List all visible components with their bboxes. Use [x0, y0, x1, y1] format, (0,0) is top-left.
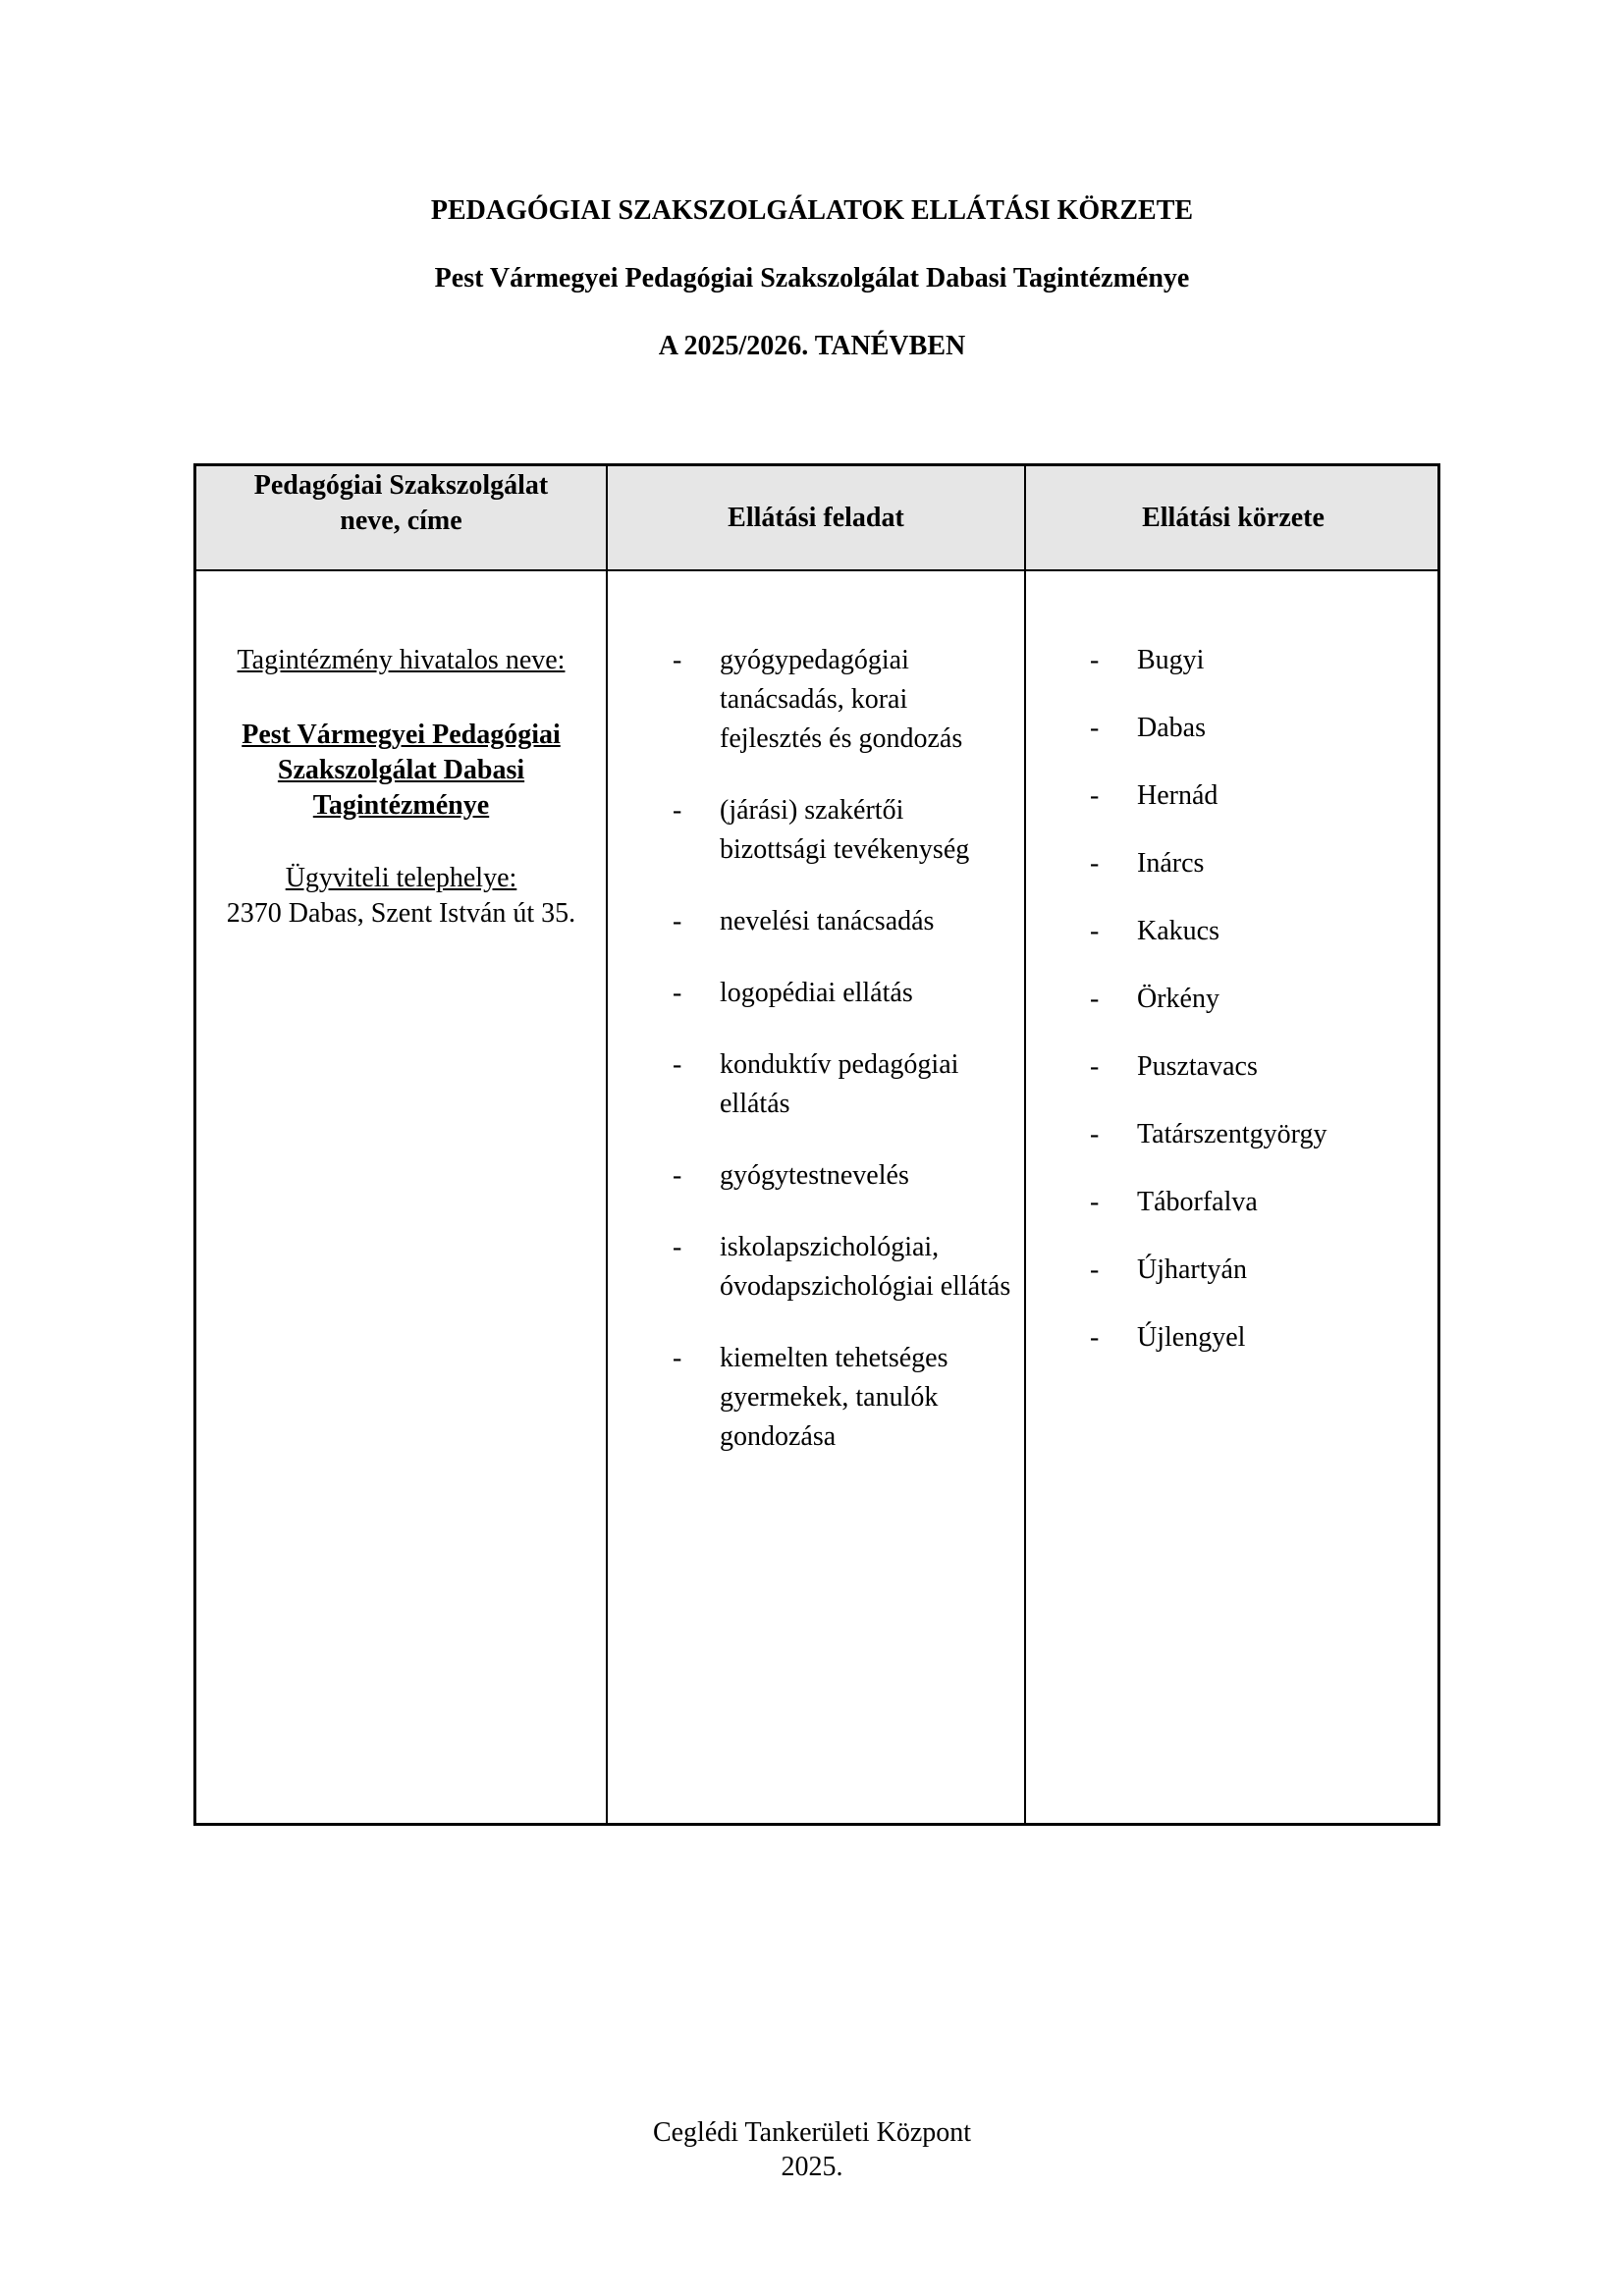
area-item-text: Tatárszentgyörgy: [1137, 1119, 1327, 1149]
task-item: [673, 902, 1014, 941]
task-item: [673, 1156, 1014, 1196]
area-item-text: Hernád: [1137, 780, 1218, 811]
task-item: [673, 1339, 1014, 1457]
dash-bullet: -: [673, 1049, 682, 1080]
document-subtitle: Pest Vármegyei Pedagógiai Szakszolgálat Dabasi Tagintézménye: [434, 263, 1190, 294]
service-area-table: [193, 463, 1440, 1826]
task-item: [673, 791, 1014, 870]
header-task-label: Ellátási feladat: [728, 502, 904, 533]
task-item-text: iskolapszichológiai, óvodapszichológiai ellátás: [720, 1232, 1011, 1302]
dash-bullet: -: [673, 795, 682, 826]
area-list: [1090, 641, 1432, 1386]
area-item-text: Inárcs: [1137, 848, 1205, 879]
area-item: [1090, 912, 1432, 951]
task-item: [673, 974, 1014, 1013]
official-name-label: Tagintézmény hivatalos neve:: [237, 645, 566, 675]
site-address: 2370 Dabas, Szent István út 35.: [226, 898, 576, 929]
column-divider: [606, 466, 608, 1823]
area-item-text: Újlengyel: [1137, 1322, 1246, 1353]
footer-year: 2025.: [781, 2152, 843, 2182]
area-item: [1090, 776, 1432, 816]
area-item: [1090, 641, 1432, 680]
task-item-text: (járási) szakértői bizottsági tevékenység: [720, 795, 970, 865]
area-item: [1090, 1318, 1432, 1358]
dash-bullet: -: [673, 1160, 682, 1191]
school-year-heading: A 2025/2026. TANÉVBEN: [658, 331, 966, 361]
task-item: [673, 1228, 1014, 1307]
header-area: [1026, 466, 1440, 569]
area-item-text: Újhartyán: [1137, 1255, 1247, 1285]
dash-bullet: -: [1090, 713, 1100, 743]
dash-bullet: -: [673, 1232, 682, 1262]
area-item: [1090, 980, 1432, 1019]
dash-bullet: -: [1090, 1119, 1100, 1149]
task-item: [673, 1045, 1014, 1124]
dash-bullet: -: [1090, 1051, 1100, 1082]
task-list: [673, 641, 1014, 1489]
dash-bullet: -: [673, 906, 682, 936]
footer-organization: Ceglédi Tankerületi Központ: [652, 2117, 972, 2148]
area-item: [1090, 1251, 1432, 1290]
task-item-text: konduktív pedagógiai ellátás: [720, 1049, 959, 1119]
area-item-text: Táborfalva: [1137, 1187, 1258, 1217]
area-item-text: Kakucs: [1137, 916, 1219, 946]
area-item: [1090, 844, 1432, 883]
dash-bullet: -: [673, 1343, 682, 1373]
task-item: [673, 641, 1014, 759]
document-title: PEDAGÓGIAI SZAKSZOLGÁLATOK ELLÁTÁSI KÖRZETE: [430, 195, 1194, 226]
dash-bullet: -: [673, 645, 682, 675]
column-divider: [1024, 466, 1026, 1823]
dash-bullet: -: [1090, 1322, 1100, 1353]
task-item-text: gyógypedagógiai tanácsadás, korai fejlesztés és gondozás: [720, 645, 963, 754]
dash-bullet: -: [1090, 848, 1100, 879]
header-name-address-label: Pedagógiai Szakszolgálat neve, címe: [253, 470, 549, 536]
area-item: [1090, 1183, 1432, 1222]
dash-bullet: -: [1090, 645, 1100, 675]
area-item: [1090, 1047, 1432, 1087]
area-item-text: Bugyi: [1137, 645, 1205, 675]
task-item-text: gyógytestnevelés: [720, 1160, 909, 1191]
header-task: [608, 466, 1024, 569]
dash-bullet: -: [1090, 780, 1100, 811]
header-area-label: Ellátási körzete: [1142, 502, 1325, 533]
task-item-text: nevelési tanácsadás: [720, 906, 935, 936]
area-item: [1090, 709, 1432, 748]
dash-bullet: -: [1090, 916, 1100, 946]
area-item: [1090, 1115, 1432, 1154]
dash-bullet: -: [1090, 1187, 1100, 1217]
task-item-text: kiemelten tehetséges gyermekek, tanulók gondozása: [720, 1343, 948, 1452]
area-item-text: Dabas: [1137, 713, 1206, 743]
site-label: Ügyviteli telephelye:: [285, 863, 517, 893]
area-item-text: Pusztavacs: [1137, 1051, 1258, 1082]
dash-bullet: -: [673, 978, 682, 1008]
institution-cell: [196, 643, 606, 932]
task-item-text: logopédiai ellátás: [720, 978, 913, 1008]
dash-bullet: -: [1090, 1255, 1100, 1285]
area-item-text: Örkény: [1137, 984, 1219, 1014]
header-name-address: [196, 466, 606, 569]
institution-name: Pest Vármegyei Pedagógiai Szakszolgálat Dabasi Tagintézménye: [242, 720, 561, 821]
dash-bullet: -: [1090, 984, 1100, 1014]
